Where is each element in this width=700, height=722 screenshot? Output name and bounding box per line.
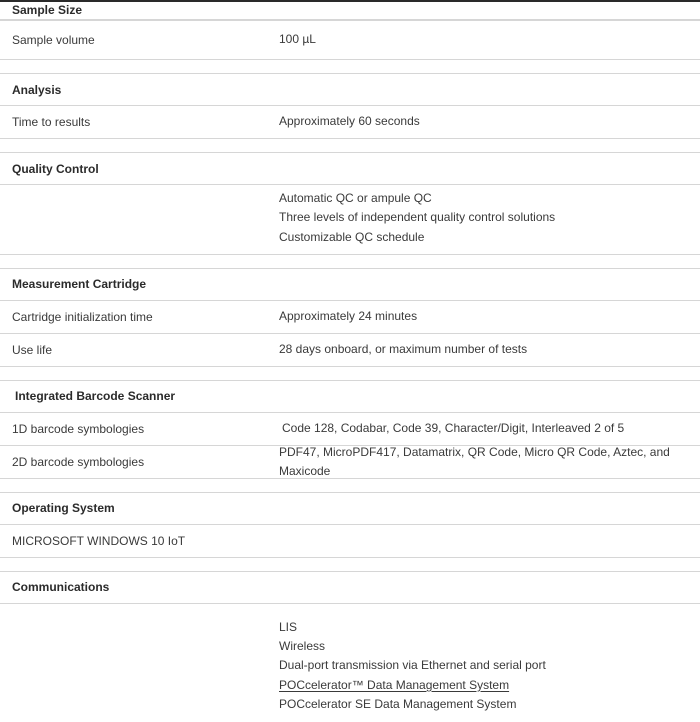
table-row [0,106,700,139]
row-value [279,618,700,714]
value-line-wrapper [279,676,700,695]
value-line: Customizable QC schedule [279,229,425,244]
row-value: 100 µL [279,32,316,47]
table-row [0,413,700,446]
value-line: POCcelerator SE Data Management System [279,697,517,712]
row-value: 28 days onboard, or maximum number of tests [279,342,528,357]
row-value: Approximately 60 seconds [279,114,420,129]
row-value: PDF47, MicroPDF417, Datamatrix, QR Code, Micro QR Code, Aztec, and Maxicode [279,444,670,478]
value-line: LIS [279,619,298,634]
section-header-quality-control: Quality Control [0,153,700,185]
table-row [0,185,700,255]
section-header-barcode-scanner: Integrated Barcode Scanner [0,381,700,413]
section-header-communications: Communications [0,572,700,604]
row-label: Sample volume [12,33,95,47]
table-row [0,525,700,558]
table-row [0,301,700,334]
value-line: Automatic QC or ampule QC [279,191,432,205]
table-row [0,20,700,60]
section-gap [0,60,700,74]
row-label: 1D barcode symbologies [12,421,145,436]
spec-table [0,2,700,722]
row-label: Use life [12,342,53,357]
row-value: Code 128, Codabar, Code 39, Character/Digit, Interleaved 2 of 5 [282,421,625,436]
section-gap [0,367,700,381]
section-header-measurement-cartridge: Measurement Cartridge [0,269,700,301]
section-header-sample-size: Sample Size [0,2,700,20]
section-gap [0,139,700,153]
row-label: Cartridge initialization time [12,309,153,324]
row-value: Approximately 24 minutes [279,309,418,324]
row-label: Time to results [12,115,91,129]
table-row [0,446,700,479]
table-row [0,604,700,722]
row-value [279,189,700,247]
poccelerator-link[interactable]: POCcelerator™ Data Management System [279,677,510,692]
row-label: 2D barcode symbologies [12,454,145,469]
section-gap [0,558,700,572]
table-row [0,334,700,367]
section-header-analysis: Analysis [0,74,700,106]
row-label: MICROSOFT WINDOWS 10 IoT [12,533,186,548]
section-gap [0,255,700,269]
section-header-operating-system: Operating System [0,493,700,525]
value-line: Three levels of independent quality control solutions [279,210,556,225]
value-line: Wireless [279,639,326,654]
value-line: Dual-port transmission via Ethernet and serial port [279,658,546,673]
